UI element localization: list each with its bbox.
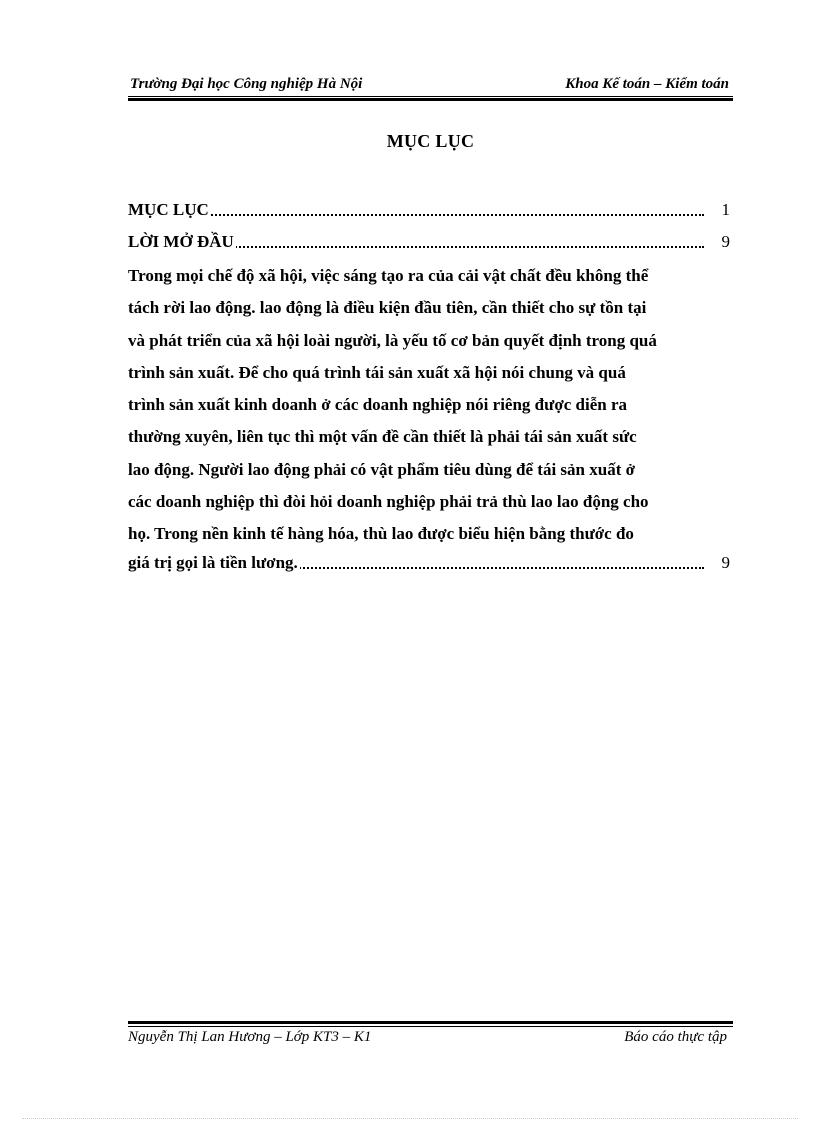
toc-paragraph-line: lao động. Người lao động phải có vật phẩm tiêu dùng để tái sản xuất ở	[128, 459, 636, 479]
toc-paragraph-line: Trong mọi chế độ xã hội, việc sáng tạo ra của cải vật chất đều không thể	[128, 266, 649, 285]
toc-paragraph-last-line	[128, 551, 732, 575]
toc-paragraph-line: và phát triển của xã hội loài người, là yếu tố cơ bản quyết định trong quá	[128, 330, 657, 350]
footer-author: Nguyễn Thị Lan Hương – Lớp KT3 – K1	[128, 1029, 372, 1045]
toc-entry-label: giá trị gọi là tiền lương.	[128, 551, 300, 575]
toc-paragraph-line: thường xuyên, liên tục thì một vấn đề cần thiết là phải tái sản xuất sức	[128, 427, 637, 447]
page-header	[128, 76, 733, 96]
toc-paragraph-line: trình sản xuất kinh doanh ở các doanh nghiệp nói riêng được diễn ra	[128, 395, 628, 415]
toc-paragraph-line: trình sản xuất. Để cho quá trình tái sản xuất xã hội nói chung và quá	[128, 362, 626, 382]
toc-entry-page: 1	[722, 198, 731, 222]
toc-paragraph-line: các doanh nghiệp thì đòi hỏi doanh nghiệp phải trả thù lao lao động cho	[128, 492, 649, 512]
toc-paragraph-entry[interactable]	[128, 260, 732, 575]
page-title: MỤC LỤC	[386, 131, 475, 151]
header-rule-thick	[128, 98, 733, 101]
toc-entry-label: LỜI MỞ ĐẦU	[128, 230, 236, 254]
footer-report-type: Báo cáo thực tập	[624, 1029, 727, 1045]
footer-rule-thick	[128, 1021, 733, 1024]
toc-paragraph-line: tách rời lao động. lao động là điều kiện đầu tiên, cần thiết cho sự tồn tại	[128, 298, 647, 318]
toc-entry-page: 9	[722, 551, 731, 575]
toc-entry-label: MỤC LỤC	[128, 198, 211, 222]
page-bottom-edge	[22, 1118, 798, 1119]
header-school-name: Trường Đại học Công nghiệp Hà Nội	[130, 76, 363, 92]
header-department: Khoa Kế toán – Kiểm toán	[565, 76, 729, 92]
page-footer	[128, 1029, 733, 1049]
toc-paragraph-line: họ. Trong nền kinh tế hàng hóa, thù lao được biểu hiện bằng thước đo	[128, 524, 634, 544]
footer-rule-thin	[128, 1026, 733, 1027]
toc-entry[interactable]	[128, 198, 732, 222]
toc-entry[interactable]	[128, 230, 732, 254]
header-rule-thin	[128, 96, 733, 97]
dot-leader	[128, 214, 704, 216]
toc-entry-page: 9	[722, 230, 731, 254]
